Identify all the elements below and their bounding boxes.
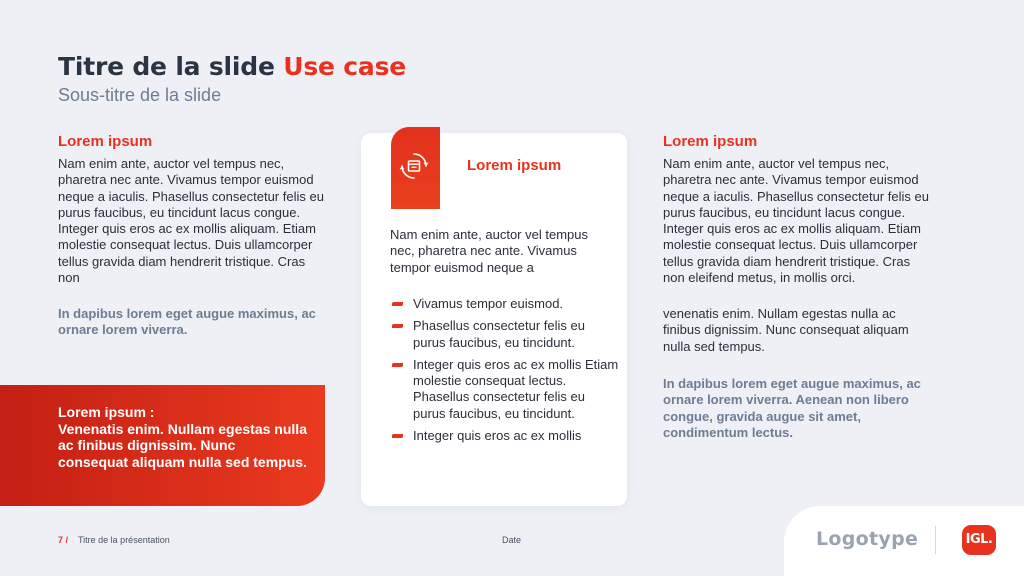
left-note: In dapibus lorem eget augue maximus, ac ornare lorem viverra. xyxy=(58,306,316,338)
right-body-text: Nam enim ante, auctor vel tempus nec, pharetra nec ante. Vivamus tempor euismod neque a iaculis. Phasellus consectetur felis eu purus faucibus, eu tincidunt lacus congue. Integer quis eros ac ex mollis aliquam. Etiam molestie consequat lectus. Duis ullamcorper tellus gravida diam hendrerit tristique. Cras non eleifend metus, in mollis orci. xyxy=(663,156,929,286)
bullet-item: Vivamus tempor euismod. xyxy=(390,296,620,312)
highlight-panel-body: Venenatis enim. Nullam egestas nulla ac finibus dignissim. Nunc consequat aliquam nulla sed tempus. xyxy=(58,420,307,470)
footer-presentation-title: Titre de la présentation xyxy=(78,535,170,545)
footer-date: Date xyxy=(502,535,522,545)
highlight-panel-title: Lorem ipsum : xyxy=(58,404,155,420)
slide-title-accent: Use case xyxy=(283,52,407,81)
bullet-dash-icon xyxy=(392,363,403,367)
box-cycle-icon xyxy=(399,151,429,181)
slide-title xyxy=(58,52,406,81)
slide-subtitle: Sous-titre de la slide xyxy=(58,85,222,105)
right-note: In dapibus lorem eget augue maximus, ac ornare lorem viverra. Aenean non libero congue, gravida augue sit amet, condimentum lectus. xyxy=(663,376,921,440)
bullet-item: Integer quis eros ac ex mollis Etiam molestie consequat lectus. Phasellus consectetur felis eu purus faucibus, eu tincidunt. xyxy=(390,357,620,422)
card-heading: Lorem ipsum xyxy=(467,157,562,174)
page-number: 7 / xyxy=(58,535,69,545)
card-body-text: Nam enim ante, auctor vel tempus nec, pharetra nec ante. Vivamus tempor euismod neque a xyxy=(390,227,588,275)
right-body-text-2: venenatis enim. Nullam egestas nulla ac finibus dignissim. Nunc consequat aliquam nulla sed tempus. xyxy=(663,306,909,354)
bullet-dash-icon xyxy=(392,434,403,438)
igl-logo-badge: IGL. xyxy=(962,525,996,555)
highlight-panel-text xyxy=(58,404,308,470)
bullet-item: Phasellus consectetur felis eu purus faucibus, eu tincidunt. xyxy=(390,318,620,351)
right-heading: Lorem ipsum xyxy=(663,133,758,150)
logotype: Logotype xyxy=(816,528,919,550)
left-body-text: Nam enim ante, auctor vel tempus nec, pharetra nec ante. Vivamus tempor euismod neque a iaculis. Phasellus consectetur felis eu purus faucibus, eu tincidunt lacus congue. Integer quis eros ac ex mollis aliquam. Etiam molestie consequat lectus. Duis ullamcorper tellus gravida diam hendrerit tristique. Cras non xyxy=(58,156,324,286)
logo-divider xyxy=(935,526,936,554)
card-bullet-list xyxy=(390,296,620,450)
left-heading: Lorem ipsum xyxy=(58,133,153,150)
bullet-item: Integer quis eros ac ex mollis xyxy=(390,428,620,444)
slide-title-main: Titre de la slide xyxy=(58,52,275,81)
bullet-dash-icon xyxy=(392,302,403,306)
bullet-dash-icon xyxy=(392,324,403,328)
